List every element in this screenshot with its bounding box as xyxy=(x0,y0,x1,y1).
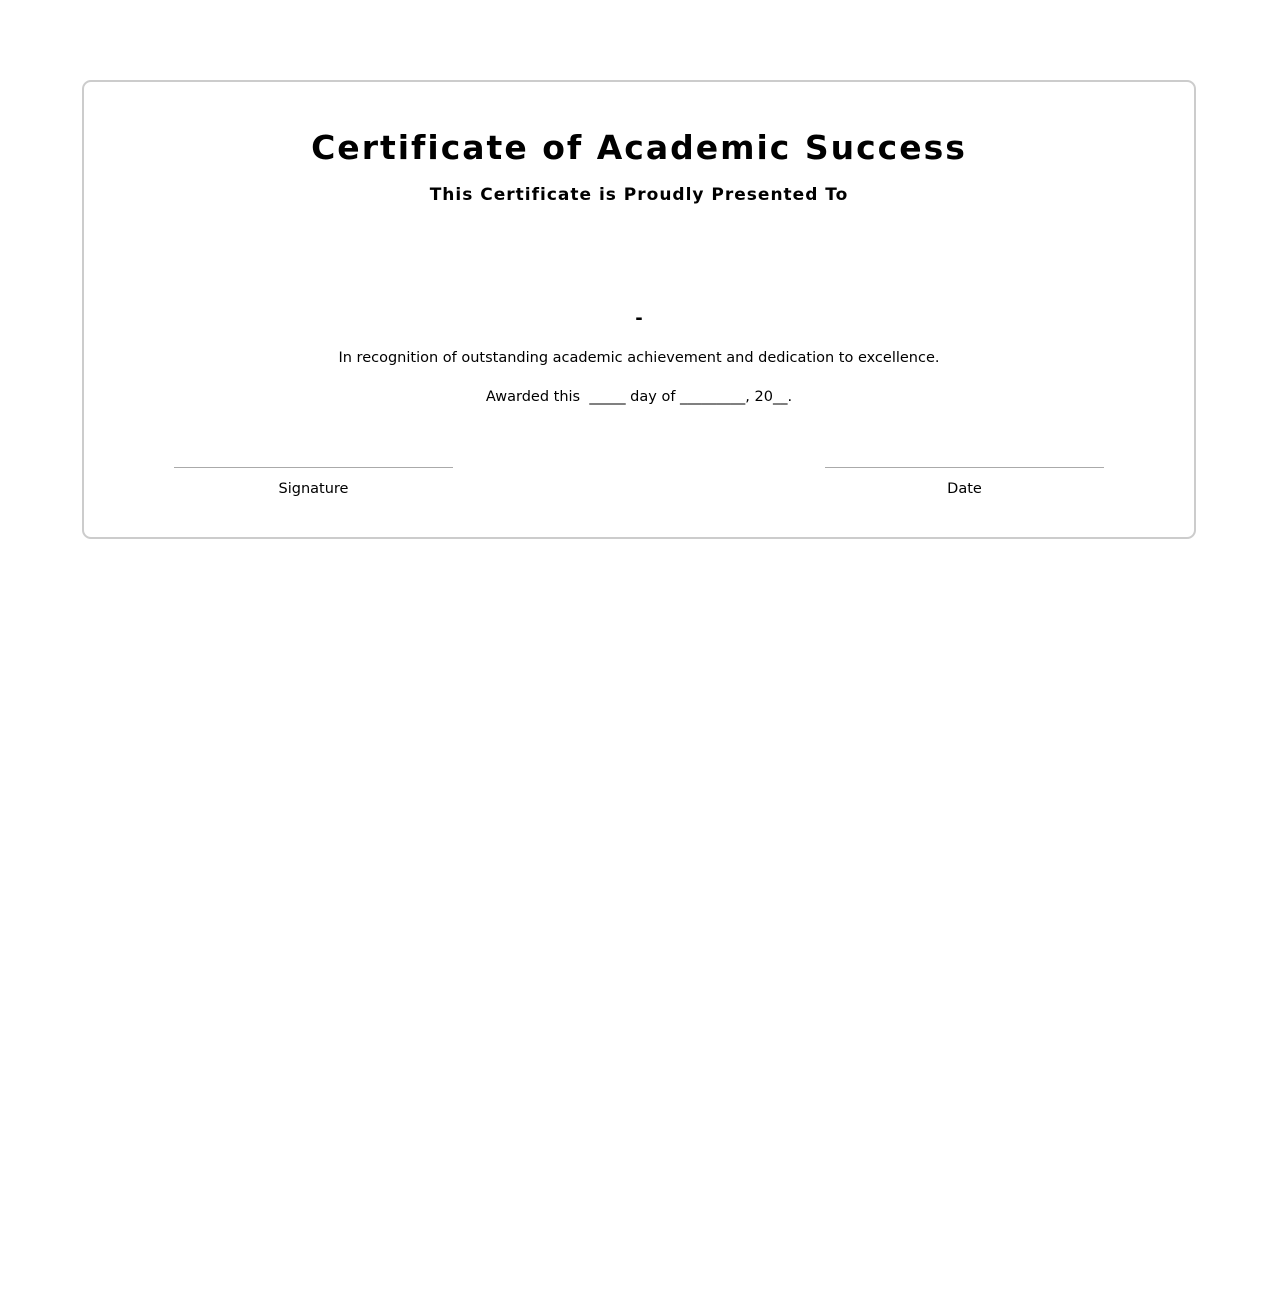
date-line xyxy=(825,467,1104,468)
certificate-card xyxy=(82,80,1196,539)
certificate-title: Certificate of Academic Success xyxy=(311,128,967,167)
signature-block xyxy=(174,467,453,499)
signature-line xyxy=(174,467,453,468)
date-label: Date xyxy=(947,481,982,497)
awarded-date-line: Awarded this _____ day of _________, 20__. xyxy=(485,389,793,405)
certificate-subtitle: This Certificate is Proudly Presented To xyxy=(429,185,849,205)
recognition-text: In recognition of outstanding academic achievement and dedication to excellence. xyxy=(338,350,940,366)
signature-label: Signature xyxy=(278,481,349,497)
date-block xyxy=(825,467,1104,499)
recipient-name: - xyxy=(635,308,643,329)
